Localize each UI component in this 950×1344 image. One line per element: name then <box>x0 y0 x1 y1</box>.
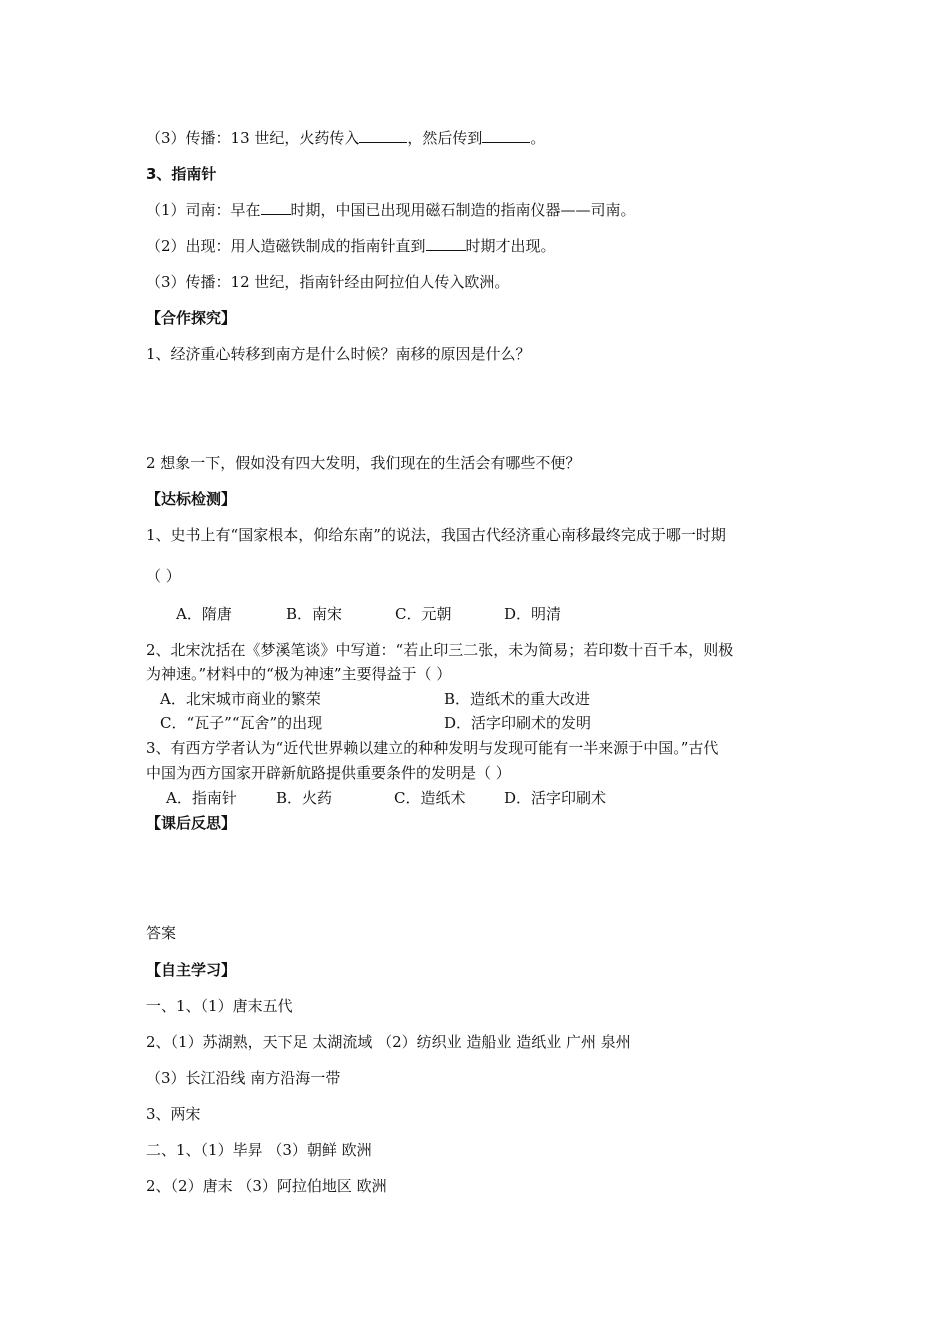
answer-line: （3）长江沿线 南方沿海一带 <box>146 1069 341 1087</box>
option: B．火药 <box>276 789 333 807</box>
option: A．隋唐 <box>176 605 232 623</box>
question: 2 想象一下，假如没有四大发明，我们现在的生活会有哪些不便？ <box>146 454 581 472</box>
compass-item-2: （2）出现：用人造磁铁制成的指南针直到 时期才出现。 <box>146 237 556 255</box>
question: 2、北宋沈括在《梦溪笔谈》中写道：“若止印三二张，未为简易；若印数十百千本，则极 <box>146 641 734 659</box>
option: D．活字印刷术的发明 <box>444 714 592 732</box>
section-heading: 【达标检测】 <box>146 490 237 508</box>
compass-item-1: （1）司南：早在 时期，中国已出现用磁石制造的指南仪器——司南。 <box>146 201 636 219</box>
option: C．造纸术 <box>394 789 466 807</box>
question: 为神速。”材料中的“极为神速”主要得益于（ ） <box>146 665 452 683</box>
answer-paren: （ ） <box>146 567 181 585</box>
section-heading: 【自主学习】 <box>146 961 237 979</box>
option: A．北宋城市商业的繁荣 <box>160 690 321 708</box>
question: 1、史书上有“国家根本，仰给东南”的说法，我国古代经济重心南移最终完成于哪一时期 <box>146 526 726 544</box>
spread-line: （3）传播：13 世纪，火药传入 ，然后传到 。 <box>146 129 546 147</box>
question: 3、有西方学者认为“近代世界赖以建立的种种发明与发现可能有一半来源于中国。”古代 <box>146 739 719 757</box>
question: 1、经济重心转移到南方是什么时候？南移的原因是什么？ <box>146 345 531 363</box>
option: C．“瓦子”“瓦舍”的出现 <box>160 714 323 732</box>
blank[interactable] <box>482 128 530 143</box>
answer-label: 答案 <box>146 924 177 942</box>
option: B．南宋 <box>286 605 343 623</box>
option: B．造纸术的重大改进 <box>444 690 591 708</box>
section-heading: 【合作探究】 <box>146 309 237 327</box>
blank[interactable] <box>261 200 291 215</box>
section-heading: 3、指南针 <box>146 165 217 183</box>
answer-line: 3、两宋 <box>146 1105 201 1123</box>
option: C．元朝 <box>395 605 452 623</box>
answer-line: 2、（2）唐末 （3）阿拉伯地区 欧洲 <box>146 1177 387 1195</box>
option: D．明清 <box>504 605 562 623</box>
blank[interactable] <box>426 236 466 251</box>
option: A．指南针 <box>166 789 237 807</box>
answer-line: 二、1、（1）毕昇 （3）朝鲜 欧洲 <box>146 1141 372 1159</box>
question: 中国为西方国家开辟新航路提供重要条件的发明是（ ） <box>146 764 511 782</box>
compass-item-3: （3）传播：12 世纪，指南针经由阿拉伯人传入欧洲。 <box>146 273 510 291</box>
blank[interactable] <box>359 128 407 143</box>
answer-line: 2、（1）苏湖熟，天下足 太湖流域 （2）纺织业 造船业 造纸业 广州 泉州 <box>146 1033 631 1051</box>
answer-line: 一、1、（1）唐末五代 <box>146 997 293 1015</box>
section-heading: 【课后反思】 <box>146 814 237 832</box>
option: D．活字印刷术 <box>504 789 607 807</box>
